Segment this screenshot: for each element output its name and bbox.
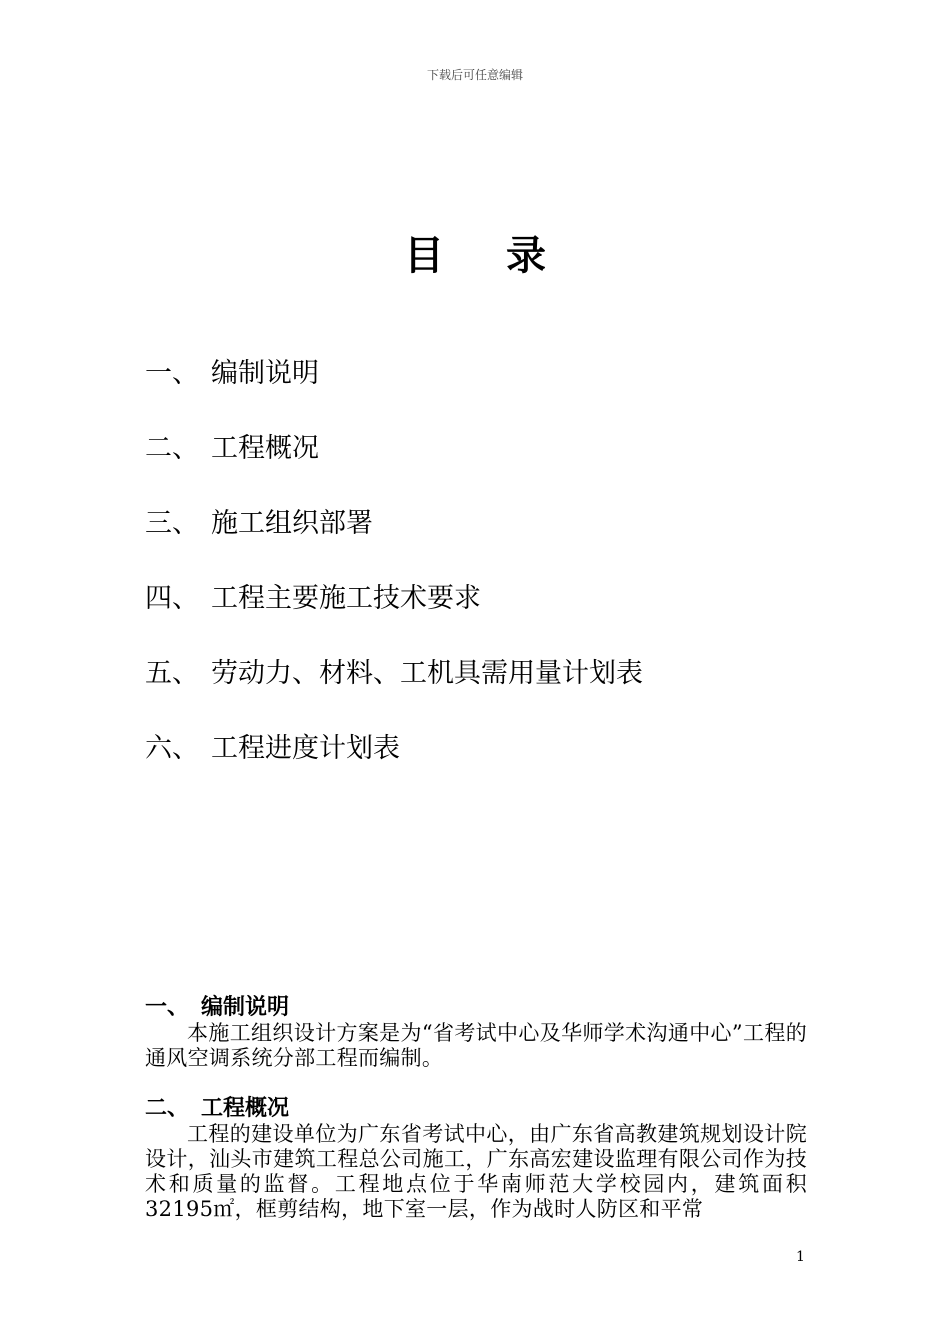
section-number: 一、 [145, 995, 190, 1020]
toc-item-label: 编制说明 [211, 358, 319, 389]
section-title: 编制说明 [201, 995, 290, 1020]
toc-item [145, 352, 643, 427]
toc-item-number: 三、 [145, 508, 199, 539]
page-number: 1 [796, 1249, 805, 1265]
table-of-contents [145, 352, 643, 802]
toc-item [145, 577, 643, 652]
toc-item-label: 工程概况 [211, 433, 319, 464]
section-title: 工程概况 [201, 1096, 290, 1121]
toc-item-number: 二、 [145, 433, 199, 464]
toc-item [145, 727, 643, 802]
toc-item-number: 六、 [145, 733, 199, 764]
toc-item-number: 一、 [145, 358, 199, 389]
toc-item-number: 五、 [145, 658, 199, 689]
section-heading [145, 1096, 807, 1122]
toc-item [145, 427, 643, 502]
toc-item-label: 劳动力、材料、工机具需用量计划表 [211, 658, 643, 689]
section-paragraph: 工程的建设单位为广东省考试中心，由广东省高教建筑规划设计院设计，汕头市建筑工程总公司施工，广东高宏建设监理有限公司作为技术和质量的监督。工程地点位于华南师范大学校园内，建筑面积 32195㎡，框剪结构，地下室一层，作为战时人防区和平常 [145, 1122, 807, 1221]
section-paragraph: 本施工组织设计方案是为“省考试中心及华师学术沟通中心”工程的通风空调系统分部工程而编制。 [145, 1021, 807, 1070]
toc-item-number: 四、 [145, 583, 199, 614]
toc-item [145, 652, 643, 727]
toc-item-label: 工程主要施工技术要求 [211, 583, 481, 614]
header-note: 下载后可任意编辑 [426, 68, 523, 82]
toc-item [145, 502, 643, 577]
section-number: 二、 [145, 1096, 190, 1121]
toc-item-label: 施工组织部署 [211, 508, 373, 539]
toc-title: 目 录 [404, 233, 570, 279]
toc-item-label: 工程进度计划表 [211, 733, 400, 764]
section-compilation-notes [145, 995, 807, 1071]
section-heading [145, 995, 807, 1021]
section-project-overview [145, 1096, 807, 1222]
